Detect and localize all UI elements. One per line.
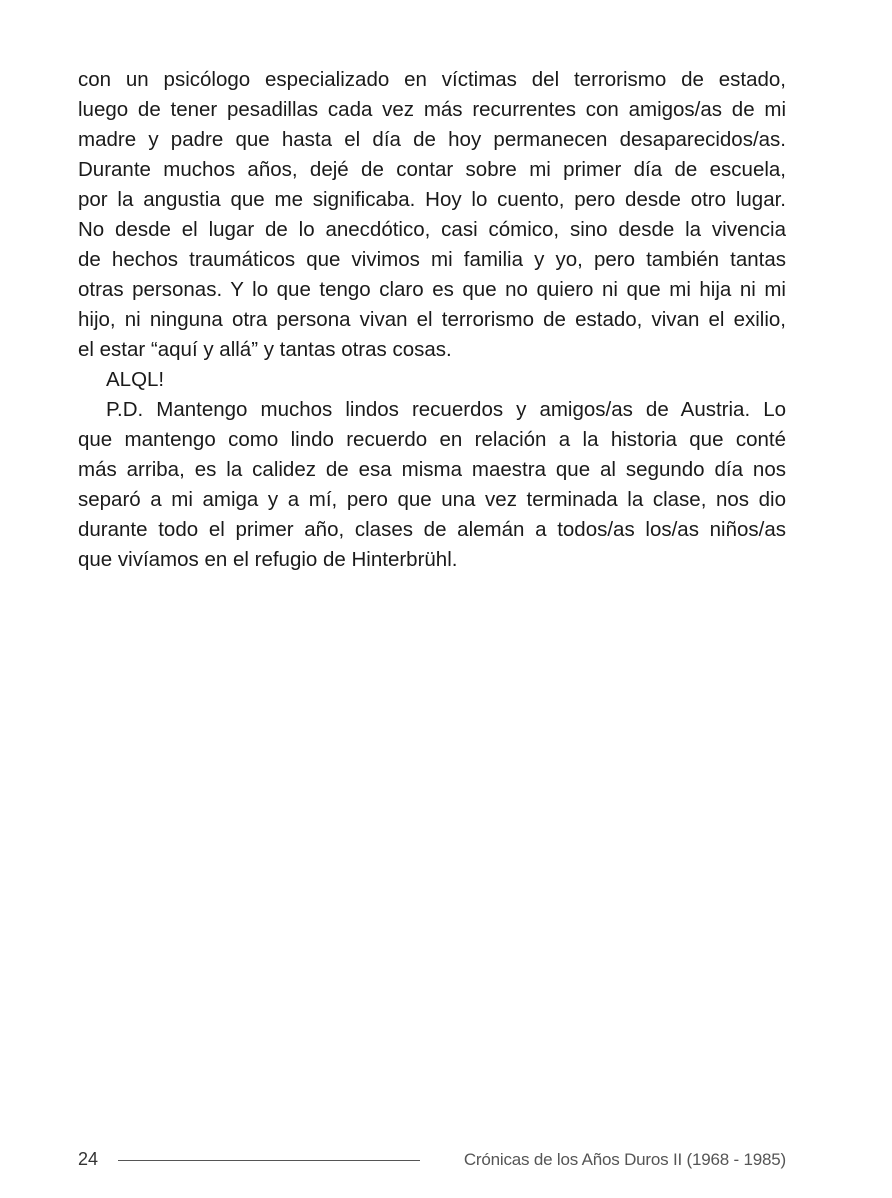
text-line: madre y padre que hasta el día de hoy permanecen desaparecidos/as. [78, 128, 786, 151]
page-number: 24 [78, 1149, 99, 1169]
text-line: durante todo el primer año, clases de alemán a todos/as los/as niños/as [78, 518, 786, 541]
text-line: el estar “aquí y allá” y tantas otras cosas. [78, 338, 452, 361]
text-line: Durante muchos años, dejé de contar sobre mi primer día de escuela, [78, 158, 786, 181]
text-line: hijo, ni ninguna otra persona vivan el terrorismo de estado, vivan el exilio, [78, 308, 786, 331]
text-line: No desde el lugar de lo anecdótico, casi cómico, sino desde la vivencia [78, 218, 786, 241]
text-line: de hechos traumáticos que vivimos mi familia y yo, pero también tantas [78, 248, 786, 271]
body-text [78, 65, 786, 575]
text-line: más arriba, es la calidez de esa misma maestra que al segundo día nos [78, 458, 786, 481]
footer-rule [118, 1160, 420, 1161]
text-line: por la angustia que me significaba. Hoy lo cuento, pero desde otro lugar. [78, 188, 786, 211]
text-line: luego de tener pesadillas cada vez más recurrentes con amigos/as de mi [78, 98, 786, 121]
text-line: que vivíamos en el refugio de Hinterbrühl. [78, 548, 458, 571]
text-line: separó a mi amiga y a mí, pero que una vez terminada la clase, nos dio [78, 488, 786, 511]
running-title: Crónicas de los Años Duros II (1968 - 1985) [463, 1150, 786, 1169]
text-line: con un psicólogo especializado en víctimas del terrorismo de estado, [78, 68, 786, 91]
page-footer [78, 1145, 786, 1175]
text-line: P.D. Mantengo muchos lindos recuerdos y amigos/as de Austria. Lo [106, 398, 786, 421]
text-line: ALQL! [106, 368, 165, 391]
text-line: otras personas. Y lo que tengo claro es que no quiero ni que mi hija ni mi [78, 278, 786, 301]
text-line: que mantengo como lindo recuerdo en relación a la historia que conté [78, 428, 786, 451]
